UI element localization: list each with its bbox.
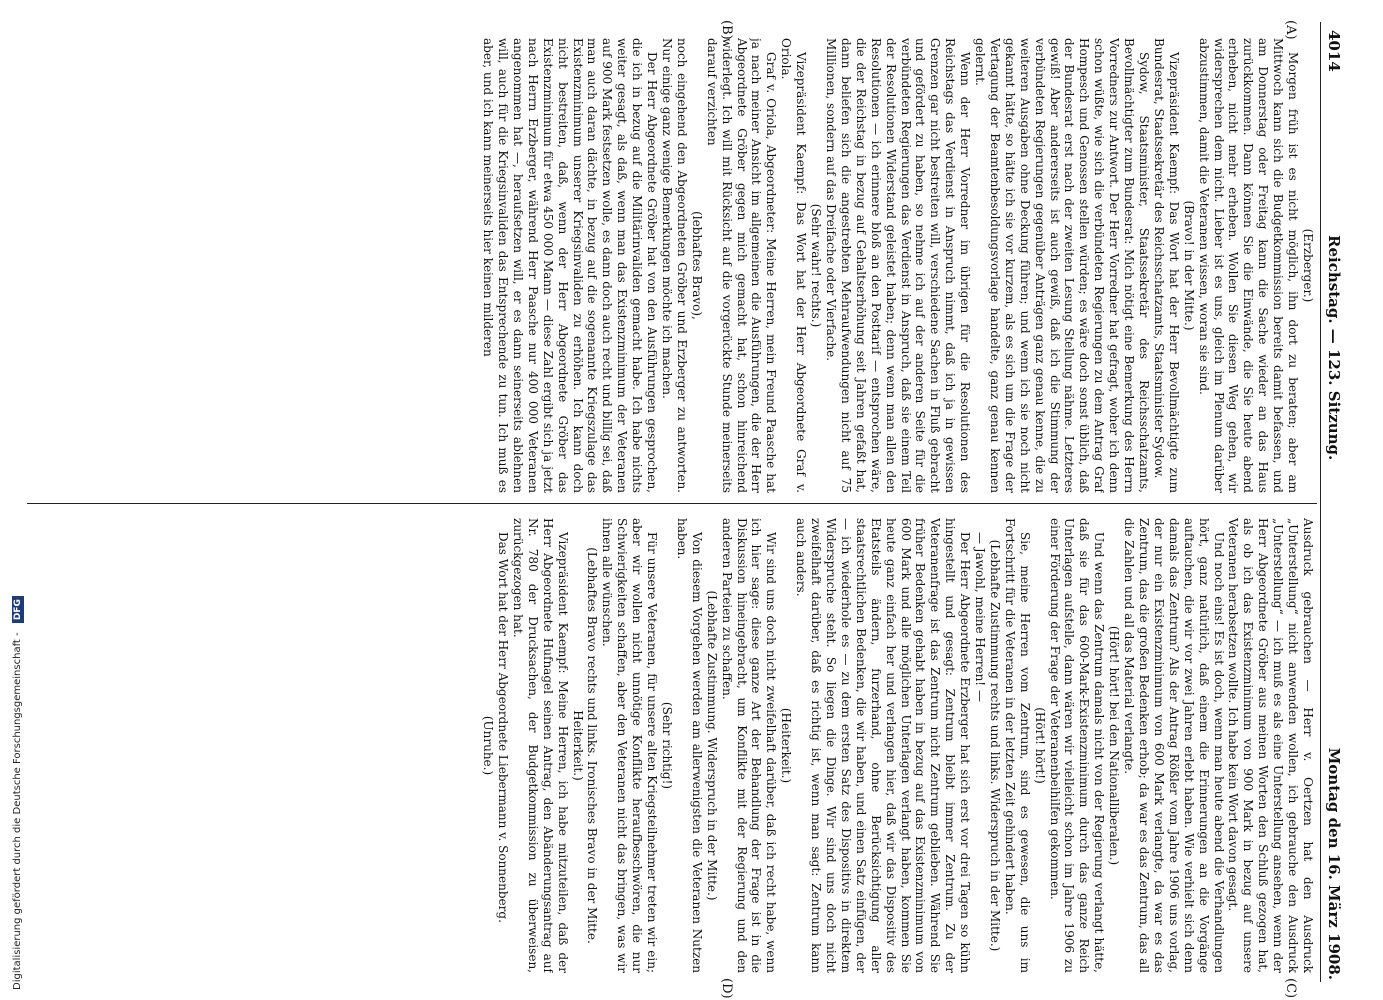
- stage-direction: (Erzberger.): [1301, 228, 1315, 303]
- margin-marker-c: (C): [1283, 978, 1298, 999]
- paragraph: Von diesem Vorgehen werden am allerwenigsten die Veteranen Nutzen haben.: [674, 518, 704, 973]
- paragraph: Das Wort hat der Herr Abgeordnete Liebermann v. Sonnenberg.: [496, 532, 511, 923]
- stage-direction: (Heiterkeit.): [779, 707, 794, 784]
- header-rule: [1320, 22, 1321, 982]
- paragraph: Der Herr Abgeordnete Gröber hat von den Ausführungen gesprochen, die ich in bezug auf die Militärinvaliden gemacht habe. Ich habe nichts weiter gesagt, als daß, wenn man das Existenzminimum der Veteranen auf 900 Mark festsetzen wolle, es dann doch auch recht und billig sei, daß man auch daran dächte, in bezug auf die sogenannte Kriegszulage das Existenzminimum unserer Kriegsinvaliden zu erhöhen. Ich kann doch nicht bestreiten, daß, wenn der Herr Abgeordnete Gröber das Existenzminimum für etwa 450 000 Mann — diese Zahl ergibt sich ja jetzt nach Herrn Erzberger, während Herr Paasche nur 400 000 Veteranen angenommen hat —, heraufsetzen will, er es dann seinerseits ablehnen will, auch für die Kriegsinvaliden das Entsprechende zu tun. Ich muß es aber, und ich kann meinerseits hier keinen milderen: [481, 38, 660, 493]
- paragraph: Der Herr Abgeordnete Erzberger hat sich erst vor drei Tagen so kühn hingestellt und gesagt: Zentrum bleibt immer Zentrum. Zu der Veteranenfrage ist das Zentrum nicht Zentrum geblieben. Während Sie früher Bedenken gehabt haben in bezug auf das Existenzminimum von 600 Mark und alle möglichen Unterlagen verlangt haben, kommen Sie heute ganz einfach her und verlangen hier, daß wir das Dispositiv des Etatsteils ändern, furzerhand, ohne Berücksichtigung aller staatsrechtlichen Bedenken, die wir haben, und einen Satz einfügen, der — ich wiederhole es — zu dem ersten Satz des Dispositivs in direktem Widerspruche steht. So liegen die Dinge. Wir sind uns doch nicht zweifelhaft darüber, daß es richtig ist, wenn man sagt: Zentrum kann auch anders.: [794, 518, 973, 973]
- paragraph: — Jawohl, meine Herren! —: [973, 532, 988, 702]
- paragraph: Sydow, Staatsminister, Staatssekretär des Reichsschatzamts, Bevollmächtigter zum Bundesrat: Mich nötigt eine Bemerkung des Herrn Vorredners zur Antwort. Der Herr Vorredner hat gefragt, woher ich denn schon wüßte, wie sich die verbündeten Regierungen zu dem Antrag Graf Hompesch und Genossen stellen würden; es wäre doch sonst üblich, daß der Bundesrat erst nach der zweiten Lesung Stellung nähme. Letzteres gewiß! Aber andererseits ist auch gewiß, daß ich die Stimmung der verbündeten Regierungen gegenüber Anträgen ganz genau kenne, die zu weiteren Ausgaben ohne Deckung führen; und wenn ich sie noch nicht gekannt hätte, so hätte ich sie vor kurzem, als es sich um die Frage der Vertagung der Beamtenbesoldungsvorlage handelte, ganz genau kennen gelernt.: [973, 38, 1152, 493]
- paragraph: Wir sind uns doch nicht zweifelhaft darüber, daß ich recht habe, wenn ich hier sage: diese ganze Art der Behandlung der Frage ist in die Diskussion hineingebracht, um Konflikte mit der Regierung und den anderen Parteien zu schaffen.: [719, 518, 779, 973]
- digitization-credit: [12, 596, 24, 990]
- stage-direction: (Sehr richtig!): [660, 701, 675, 790]
- margin-marker-b: (B): [719, 20, 734, 40]
- paragraph: Ausdruck gebrauchen — Herr v. Oertzen hat den Ausdruck „Unterstellung“ nicht anwenden wollen, ich gebrauche den Ausdruck „Unterstellung“ — ich muß es als eine Unterstellung ansehen, wenn der Herr Abgeordnete Gröber aus meinen Worten den Schluß gezogen hat, als ob ich das Existenzminimum von 900 Mark in bezug auf unsere Veteranen herabsetzen wollte. Ich habe kein Wort davon gesagt.: [1226, 518, 1315, 973]
- session-title: Reichstag. — 123. Sitzung.: [1325, 235, 1343, 461]
- paragraph: noch eingehend den Abgeordneten Gröber und Erzberger zu antworten. Nur einige ganz wenige Bemerkungen möchte ich machen.: [660, 38, 689, 493]
- paragraph: Sie, meine Herren vom Zentrum, sind es gewesen, die uns im Fortschritt für die Veteranen in der letzten Zeit gehindert haben.: [1002, 518, 1032, 973]
- page-number: 4014: [1325, 30, 1343, 72]
- margin-marker-a: (A): [1283, 20, 1298, 40]
- stage-direction: (Hört! hört! bei den Nationalliberalen.): [1107, 625, 1122, 866]
- stage-direction: (Lebhaftes Bravo rechts und links. Ironisches Bravo in der Mitte. Heiterkeit.): [570, 547, 600, 944]
- paragraph: Wenn der Herr Vorredner im übrigen für die Resolutionen des Reichstags das Verdienst in Anspruch nimmt, daß ich ja in gewissen Grenzen gar nicht bestreiten will, verschiedene Sachen in Fluß gebracht und gefördert zu haben, so nehme ich auf der anderen Seite für die verbündeten Regierungen das Verdienst in Anspruch, daß sie einem Teil der Resolutionen Widerstand geleistet haben; denn wenn man allen den Resolutionen — ich erinnere bloß an den Posttarif — entsprochen wäre, die der Reichstag in bezug auf Gehaltserhöhung seit Jahren gefaßt hat, dann beliefen sich die angestrebten Mehraufwendungen nicht auf 75 Millionen, sondern auf das Dreifache oder Vierfache.: [824, 38, 973, 493]
- left-column: [30, 38, 1315, 493]
- paragraph: Vizepräsident Kaempf: Das Wort hat der Herr Abgeordnete Graf v. Oriola.: [779, 38, 809, 493]
- paragraph: Für unsere Veteranen, für unsere alten Kriegsteilnehmer treten wir ein; aber wir wollen nicht unnötige Konflikte heraufbeschwören, die nur Schwierigkeiten schaffen, aber den Veteranen nicht das bringen, was wir ihnen alle wünschen.: [600, 518, 660, 973]
- dfg-logo: DFG: [12, 596, 24, 623]
- paragraph: Vizepräsident Kaempf: Das Wort hat der Herr Bevollmächtigte zum Bundesrat, Staatssekretär des Reichsschatzamts, Staatsminister Sydow.: [1151, 38, 1181, 493]
- paragraph: Und wenn das Zentrum damals nicht von der Regierung verlangt hätte, daß sie für das 600-Mark-Existenzminimum durch das ganze Reich Unterlagen aufstelle, dann wären wir vielleicht schon im Jahre 1906 zu einer Förderung der Frage der Veteranenbeihilfen gekommen.: [1047, 518, 1107, 973]
- credit-text: Digitalisierung gefördert durch die Deutsche Forschungsgemeinschaft -: [12, 632, 23, 990]
- paragraph: Graf v. Oriola, Abgeordneter: Meine Herren, mein Freund Paasche hat ja nach meiner Ansicht im allgemeinen die Ausführungen, die der Herr Abgeordnete Gröber gegen mich gemacht hat, schon hinreichend widerlegt. Ich will mit Rücksicht auf die vorgerückte Stunde meinerseits darauf verzichten: [704, 38, 779, 493]
- session-date: Montag den 16. März 1908.: [1325, 747, 1343, 980]
- stage-direction: (Lebhafte Zustimmung. Widerspruch in der Mitte.): [704, 590, 719, 901]
- paragraph: Und noch eins! Es ist doch, wenn man heute abend die Verhandlungen hört, ganz natürlich, daß einem die Erinnerungen an die Vorgänge auftauchen, die wir vor zwei Jahren erlebt haben. Wie verhielt sich denn damals das Zentrum? Als der Antrag Rößler vom Jahre 1906 uns vorlag, der nur ein Existenzminimum von 600 Mark verlangte, da war es das Zentrum, das die großen Bedenken erhob; da war es das Zentrum, das all die Zahlen und all das Material verlangte.: [1122, 518, 1226, 973]
- stage-direction: (Bravo! in der Mitte.): [1181, 200, 1196, 331]
- stage-direction: (lebhaftes Bravo),: [689, 211, 704, 320]
- margin-marker-d: (D): [719, 978, 734, 999]
- column-divider: [27, 503, 1317, 504]
- stage-direction: (Hört! hört!): [1032, 707, 1047, 784]
- stage-direction: (Unruhe.): [481, 715, 496, 776]
- right-column: [105, 518, 1315, 973]
- paragraph: Morgen früh ist es nicht möglich, ihn dort zu beraten; aber am Mittwoch kann sich die Budgetkommission bereits damit befassen, und am Donnerstag oder Freitag kann die Sache wieder an das Haus zurückkommen. Dann können Sie die Einwände, die Sie heute abend erheben, nicht mehr erheben. Wollen Sie diesen Weg gehen, wir widersprechen dem nicht. Lieber ist es uns, gleich im Plenum darüber abzustimmen, damit die Veteranen wissen, woran sie sind.: [1196, 38, 1301, 493]
- stage-direction: (Lebhafte Zustimmung rechts und links. Widerspruch in der Mitte.): [987, 539, 1002, 952]
- paragraph: Vizepräsident Kaempf: Meine Herren, ich habe mitzuteilen, daß der Herr Abgeordnete Hufnagel seinen Antrag, den Abänderungsantrag auf Nr. 780 der Drucksachen, der Budgetkommission zu überweisen, zurückgezogen hat.: [510, 518, 570, 973]
- stage-direction: (Sehr wahr! rechts.): [809, 203, 824, 328]
